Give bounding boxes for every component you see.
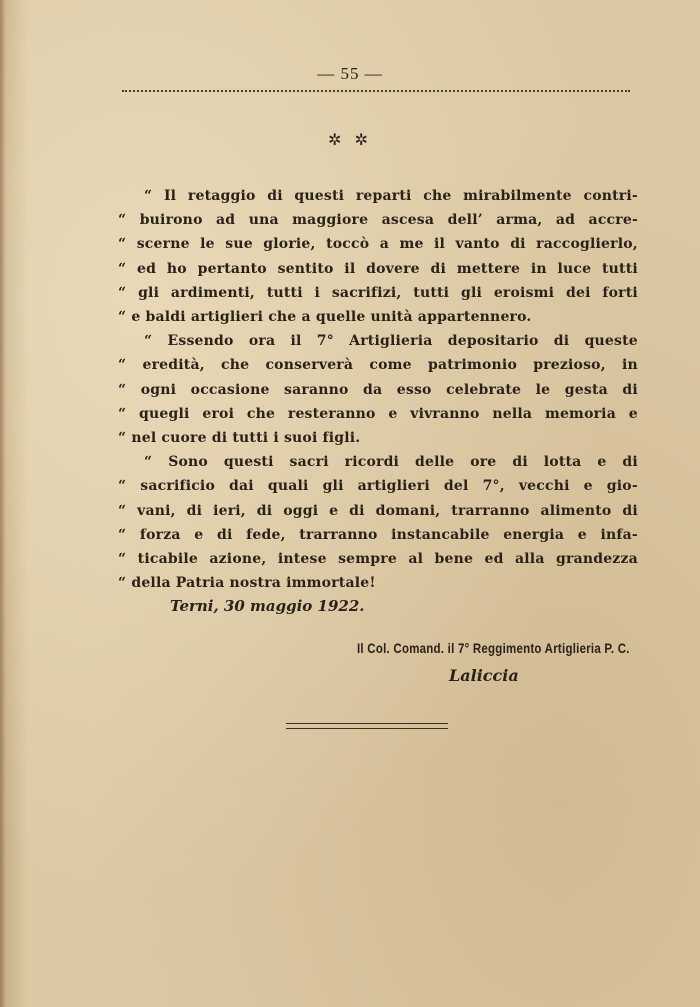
text-line: “ della Patria nostra immortale! [118, 575, 376, 592]
text-line: “ forza e di fede, trarranno instancabile energia e infa- [118, 526, 638, 543]
text-line: “ ogni occasione saranno da esso celebrate le gesta di [118, 381, 638, 398]
text-line: “ quegli eroi che resteranno e vivranno nella memoria e [118, 405, 638, 422]
text-line: “ sacrificio dai quali gli artiglieri del 7°, vecchi e gio- [118, 478, 638, 495]
text-line: “ vani, di ieri, di oggi e di domani, trarranno alimento di [118, 502, 638, 519]
text-line: “ nel cuore di tutti i suoi figli. [118, 430, 361, 447]
text-line: “ Il retaggio di questi reparti che mirabilmente contri- [144, 188, 638, 204]
dateline: Terni, 30 maggio 1922. [170, 597, 365, 615]
text-line: “ ticabile azione, intese sempre al bene ed alla grandezza [118, 551, 638, 568]
signature-title: Il Col. Comand. il 7° Reggimento Artiglieria P. C. [357, 640, 630, 656]
text-line: “ eredità, che conserverà come patrimonio prezioso, in [118, 357, 638, 374]
section-ornament: ✲ ✲ [328, 130, 372, 149]
text-line: “ scerne le sue glorie, toccò a me il vanto di raccoglierlo, [118, 236, 638, 253]
header-dotted-rule [122, 90, 630, 92]
text-line: “ Sono questi sacri ricordi delle ore di lotta e di [144, 454, 638, 471]
signature-name: Laliccia [449, 666, 519, 685]
text-line: “ e baldi artiglieri che a quelle unità appartennero. [118, 309, 532, 326]
page-edge-shadow [0, 0, 6, 1007]
text-line: “ ed ho pertanto sentito il dovere di mettere in luce tutti [118, 260, 638, 277]
text-line: “ Essendo ora il 7° Artiglieria depositario di queste [144, 333, 638, 350]
page-number: — 55 — [317, 64, 383, 83]
closing-double-rule [286, 723, 448, 729]
text-line: “ gli ardimenti, tutti i sacrifizi, tutti gli eroismi dei forti [118, 284, 638, 301]
text-line: “ buirono ad una maggiore ascesa dell’ arma, ad accre- [118, 212, 638, 229]
body-text [118, 184, 638, 595]
